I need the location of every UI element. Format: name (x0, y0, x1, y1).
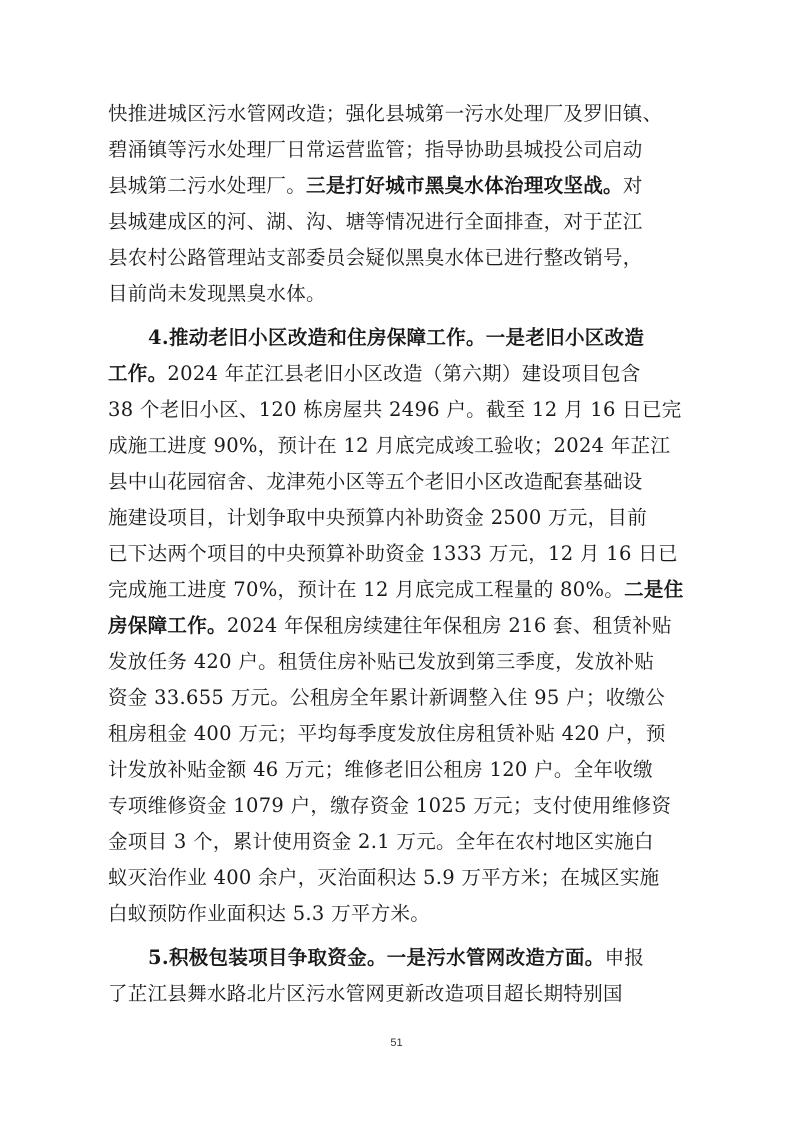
text-line (108, 680, 685, 716)
text-line (108, 392, 685, 428)
bold-text-segment: 三是打好城市黑臭水体治理攻坚战。 (306, 174, 623, 197)
text-line (108, 168, 685, 204)
text-line (108, 204, 685, 240)
text-segment: 专项维修资金 1079 户，缴存资金 1025 万元；支付使用维修资 (108, 794, 672, 817)
text-segment: 县农村公路管理站支部委员会疑似黑臭水体已进行整改销号， (108, 246, 643, 269)
page-number: 51 (390, 1037, 403, 1049)
text-segment: 2024 年保租房续建往年保租房 216 套、租赁补贴 (226, 614, 672, 637)
bold-text-segment: 5.积极包装项目争取资金。一是污水管网改造方面。 (148, 946, 605, 969)
text-segment: 碧涌镇等污水处理厂日常运营监管；指导协助县城投公司启动 (108, 138, 643, 161)
text-line (108, 788, 685, 824)
text-line (108, 536, 685, 572)
text-segment: 完成施工进度 70%，预计在 12 月底完成工程量的 80%。 (108, 578, 625, 601)
text-segment: 资金 33.655 万元。公租房全年累计新调整入住 95 户；收缴公 (108, 686, 666, 709)
bold-text-segment: 工作。 (108, 362, 168, 385)
text-segment: 施建设项目，计划争取中央预算内补助资金 2500 万元，目前 (108, 506, 648, 529)
text-line (108, 464, 685, 500)
text-line (108, 752, 685, 788)
text-segment: 目前尚未发现黑臭水体。 (108, 282, 326, 305)
text-segment: 快推进城区污水管网改造；强化县城第一污水处理厂及罗旧镇、 (108, 102, 663, 125)
text-segment: 金项目 3 个，累计使用资金 2.1 万元。全年在农村地区实施白 (108, 830, 654, 853)
text-line (108, 356, 685, 392)
text-segment: 已下达两个项目的中央预算补助资金 1333 万元，12 月 16 日已 (108, 542, 678, 565)
bold-text-segment: 房保障工作。 (108, 614, 227, 637)
text-segment: 蚁灭治作业 400 余户，灭治面积达 5.9 万平方米；在城区实施 (108, 866, 660, 889)
text-line (108, 96, 685, 132)
text-line (108, 716, 685, 752)
text-segment: 2024 年芷江县老旧小区改造（第六期）建设项目包含 (167, 362, 641, 385)
text-segment: 计发放补贴金额 46 万元；维修老旧公租房 120 户。全年收缴 (108, 758, 653, 781)
text-segment: 成施工进度 90%，预计在 12 月底完成竣工验收；2024 年芷江 (108, 434, 671, 457)
text-segment: 白蚁预防作业面积达 5.3 万平方米。 (108, 902, 431, 925)
text-segment: 县城建成区的河、湖、沟、塘等情况进行全面排查，对于芷江 (108, 210, 643, 233)
bold-text-segment: 4.推动老旧小区改造和住房保障工作。一是老旧小区改造 (148, 326, 645, 349)
text-segment: 县城第二污水处理厂。 (108, 174, 307, 197)
text-segment: 县中山花园宿舍、龙津苑小区等五个老旧小区改造配套基础设 (108, 470, 643, 493)
text-line (108, 860, 685, 896)
text-segment: 对 (622, 174, 643, 197)
text-segment: 了芷江县舞水路北片区污水管网更新改造项目超长期特别国 (108, 982, 623, 1005)
text-line (108, 276, 685, 312)
text-line (108, 976, 685, 1012)
text-segment: 申报 (604, 946, 645, 969)
text-segment: 38 个老旧小区、120 栋房屋共 2496 户。截至 12 月 16 日已完 (108, 398, 682, 421)
text-segment: 租房租金 400 万元；平均每季度发放住房租赁补贴 420 户，预 (108, 722, 666, 745)
text-line (108, 240, 685, 276)
text-line (108, 608, 685, 644)
text-line (108, 572, 685, 608)
text-segment: 发放任务 420 户。租赁住房补贴已发放到第三季度，发放补贴 (108, 650, 655, 673)
text-line (108, 428, 685, 464)
text-line (108, 644, 685, 680)
text-line (108, 896, 685, 932)
text-line (148, 320, 685, 356)
text-line (108, 824, 685, 860)
bold-text-segment: 二是住 (624, 578, 684, 601)
text-line (148, 940, 685, 976)
text-line (108, 132, 685, 168)
text-line (108, 500, 685, 536)
